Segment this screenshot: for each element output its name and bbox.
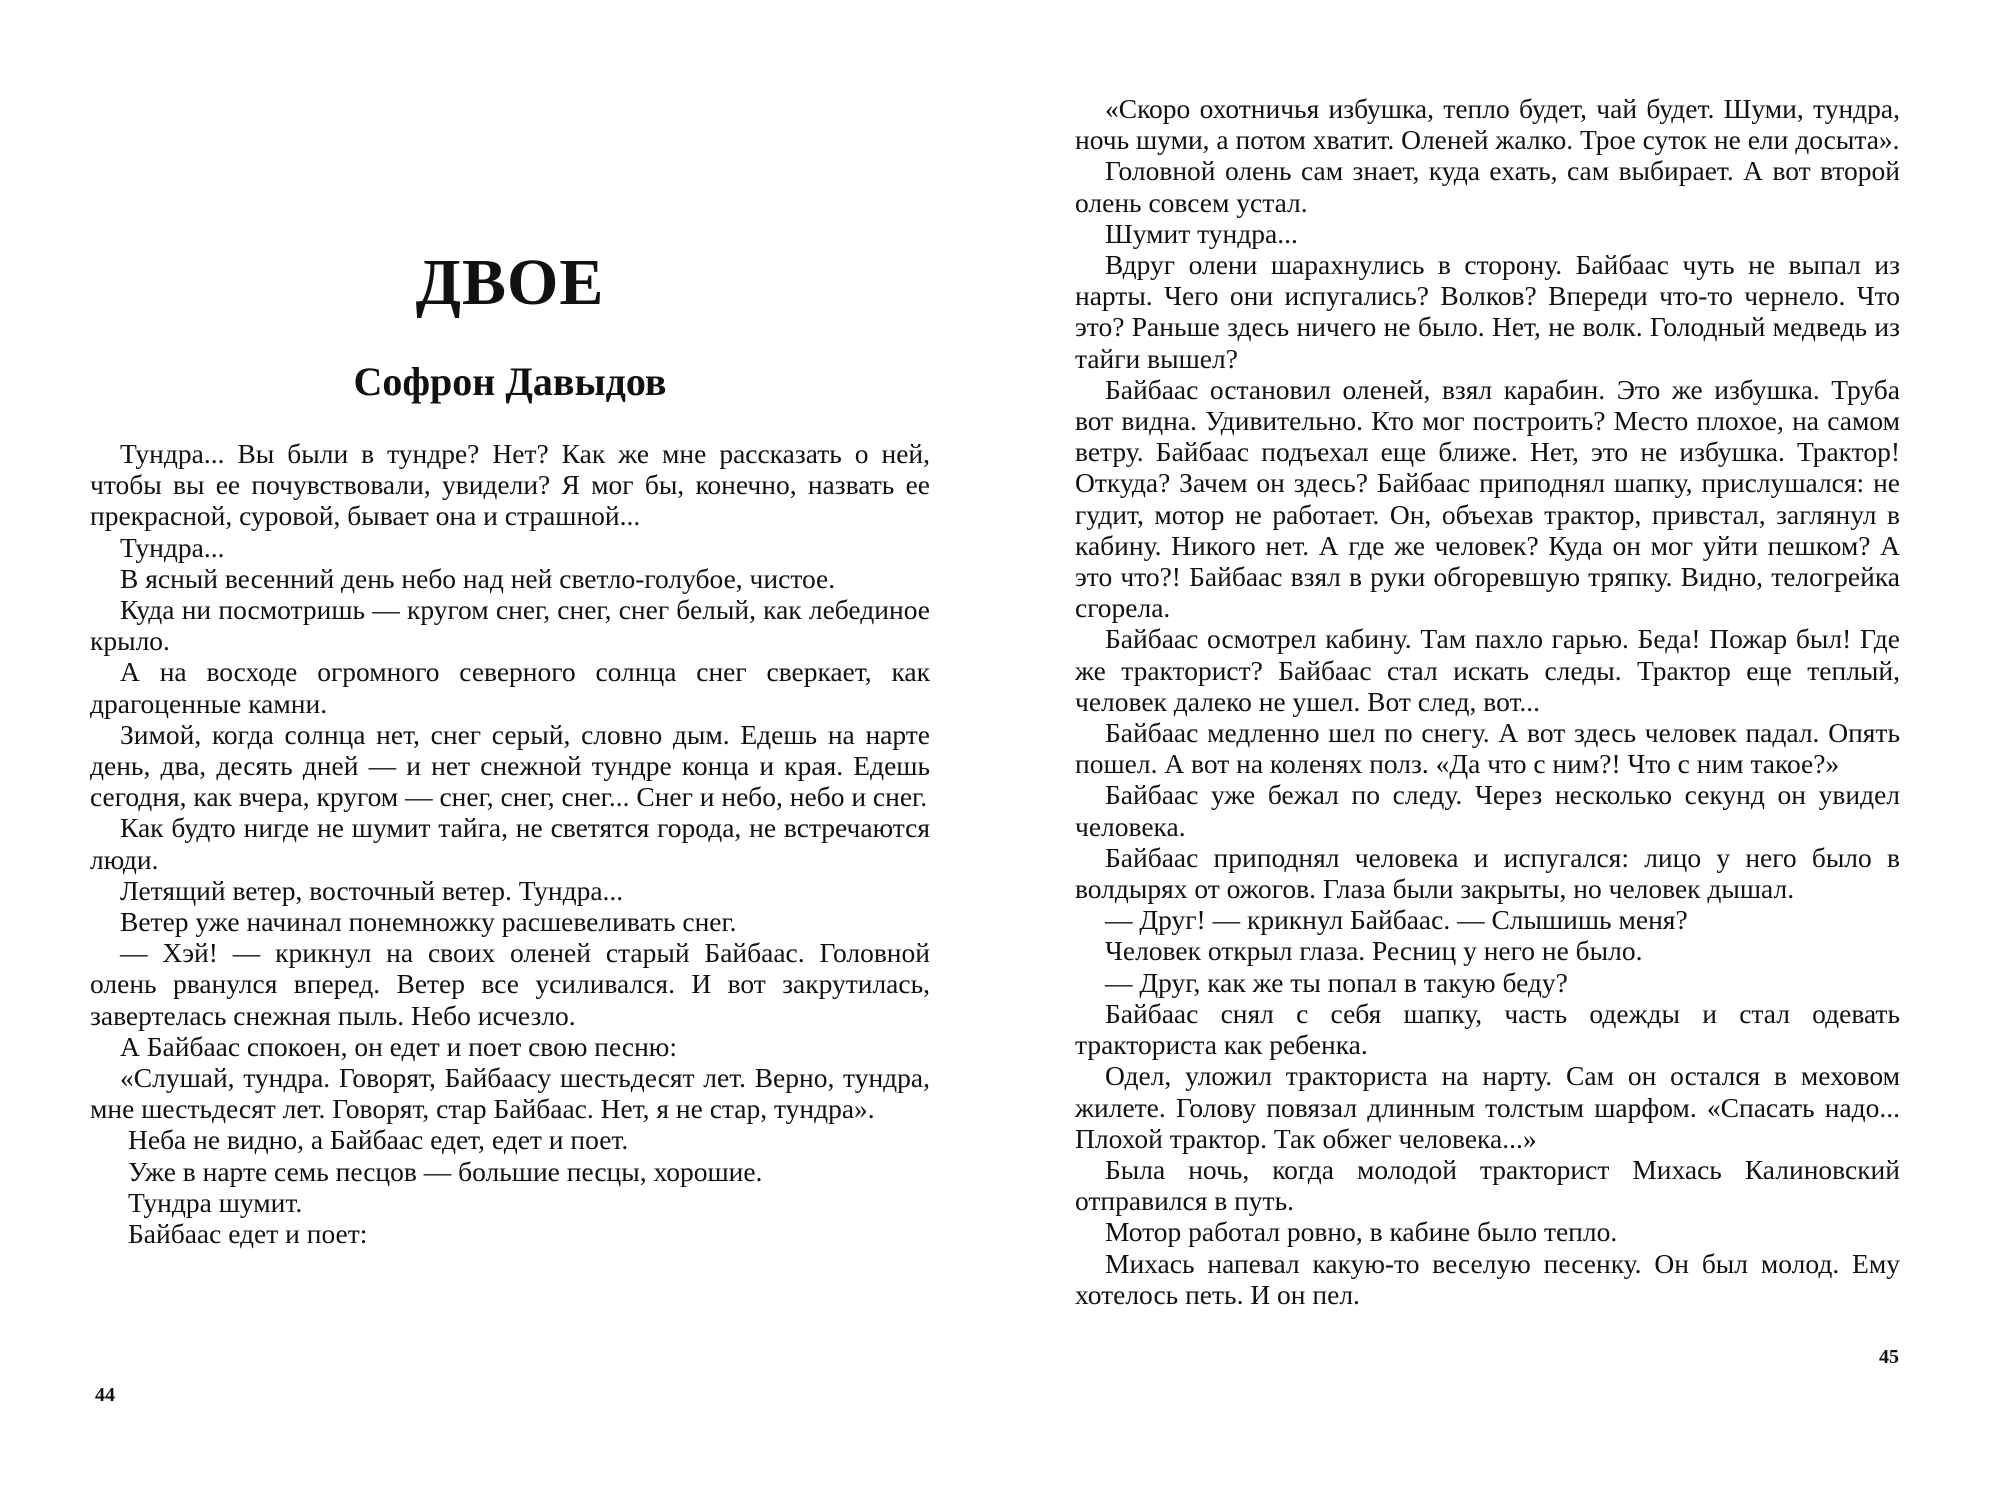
paragraph: Байбаас остановил оленей, взял карабин. Это же избушка. Труба вот видна. Удивительно. Кто мог построить? Место плохое, на самом ветру. Байбаас подъехал еще ближе. Нет, это не избушка. Трактор! Откуда? Зачем он здесь? Байбаас приподнял шапку, прислушался: не гудит, мотор не работает. Он, объехав трактор, привстал, заглянул в кабину. Никого нет. А где же человек? Куда он мог уйти пешком? А это что?! Байбаас взял в руки обгоревшую тряпку. Видно, телогрейка сгорела. [1075,373,1900,624]
paragraph: — Друг! — крикнул Байбаас. — Слышишь меня? [1105,904,1688,936]
paragraph: Куда ни посмотришь — кругом снег, снег, снег белый, как лебединое крыло. [90,594,930,657]
paragraph: Байбаас снял с себя шапку, часть одежды и стал одевать тракториста как ребенка. [1075,997,1900,1061]
left-page-body [90,438,930,1249]
left-page [90,0,930,1510]
paragraph: Мотор работал ровно, в кабине было тепло. [1105,1216,1618,1248]
paragraph: Как будто нигде не шумит тайга, не светятся города, не встречаются люди. [90,812,930,875]
page-number: 45 [1879,1346,1899,1368]
paragraph: Вдруг олени шарахнулись в сторону. Байбаас чуть не выпал из нарты. Чего они испугались? Волков? Впереди что-то чернело. Что это? Раньше здесь ничего не было. Нет, не волк. Голодный медведь из тайги вышел? [1075,249,1900,374]
paragraph: Байбаас приподнял человека и испугался: лицо у него было в волдырях от ожогов. Глаза были закрыты, но человек дышал. [1075,841,1900,905]
paragraph: Байбаас уже бежал по следу. Через несколько секунд он увидел человека. [1075,779,1900,842]
paragraph: Была ночь, когда молодой тракторист Михась Калиновский отправился в путь. [1075,1153,1900,1217]
right-page-body [1075,93,1900,1310]
story-author: Софрон Давыдов [353,359,667,404]
story-title: ДВОЕ [415,246,605,319]
paragraph: — Хэй! — крикнул на своих оленей старый Байбаас. Головной олень рванулся вперед. Ветер все усиливался. И вот закрутилась, завертелась снежная пыль. Небо исчезло. [90,937,930,1031]
paragraph: Михась напевал какую-то веселую песенку. Он был молод. Ему хотелось петь. И он пел. [1075,1247,1900,1310]
paragraph: Тундра... Вы были в тундре? Нет? Как же мне рассказать о ней, чтобы вы ее почувствовали, увидели? Я мог бы, конечно, назвать ее прекрасной, суровой, бывает она и страшной... [90,438,930,532]
verse-line: Неба не видно, а Байбаас едет, едет и поет. [128,1124,629,1156]
verse-line: Байбаас едет и поет: [128,1218,368,1250]
verse-line: Уже в нарте семь песцов — большие песцы, хорошие. [128,1155,763,1187]
paragraph: Одел, уложил тракториста на нарту. Сам он остался в меховом жилете. Голову повязал длинным толстым шарфом. «Спасать надо... Плохой трактор. Так обжег человека...» [1075,1060,1900,1154]
paragraph: А на восходе огромного северного солнца снег сверкает, как драгоценные камни. [90,656,930,719]
paragraph: А Байбаас спокоен, он едет и поет свою песню: [120,1030,677,1062]
paragraph: «Скоро охотничья избушка, тепло будет, чай будет. Шуми, тундра, ночь шуми, а потом хватит. Оленей жалко. Трое суток не ели досыта». [1075,93,1900,156]
paragraph: Зимой, когда солнца нет, снег серый, словно дым. Едешь на нарте день, два, десять дней — и нет снежной тундре конца и края. Едешь сегодня, как вчера, кругом — снег, снег, снег... Снег и небо, небо и снег. [90,718,930,813]
paragraph: Тундра... [120,531,225,563]
paragraph: Шумит тундра... [1105,217,1298,249]
page-number: 44 [95,1384,115,1406]
paragraph: «Слушай, тундра. Говорят, Байбаасу шестьдесят лет. Верно, тундра, мне шестьдесят лет. Говорят, стар Байбаас. Нет, я не стар, тундра». [90,1062,930,1125]
paragraph: Головной олень сам знает, куда ехать, сам выбирает. А вот второй олень совсем устал. [1075,155,1900,218]
paragraph: Человек открыл глаза. Ресниц у него не было. [1105,935,1643,967]
verse-line: Тундра шумит. [128,1186,303,1218]
right-page [1075,0,1900,1510]
paragraph: Ветер уже начинал понемножку расшевеливать снег. [120,906,737,938]
paragraph: В ясный весенний день небо над ней светло-голубое, чистое. [120,562,836,594]
paragraph: Летящий ветер, восточный ветер. Тундра... [120,874,624,906]
paragraph: Байбаас осмотрел кабину. Там пахло гарью. Беда! Пожар был! Где же тракторист? Байбаас стал искать следы. Трактор еще теплый, человек далеко не ушел. Вот след, вот... [1075,623,1900,717]
paragraph: Байбаас медленно шел по снегу. А вот здесь человек падал. Опять пошел. А вот на коленях полз. «Да что с ним?! Что с ним такое?» [1075,717,1900,780]
paragraph: — Друг, как же ты попал в такую беду? [1105,966,1568,998]
